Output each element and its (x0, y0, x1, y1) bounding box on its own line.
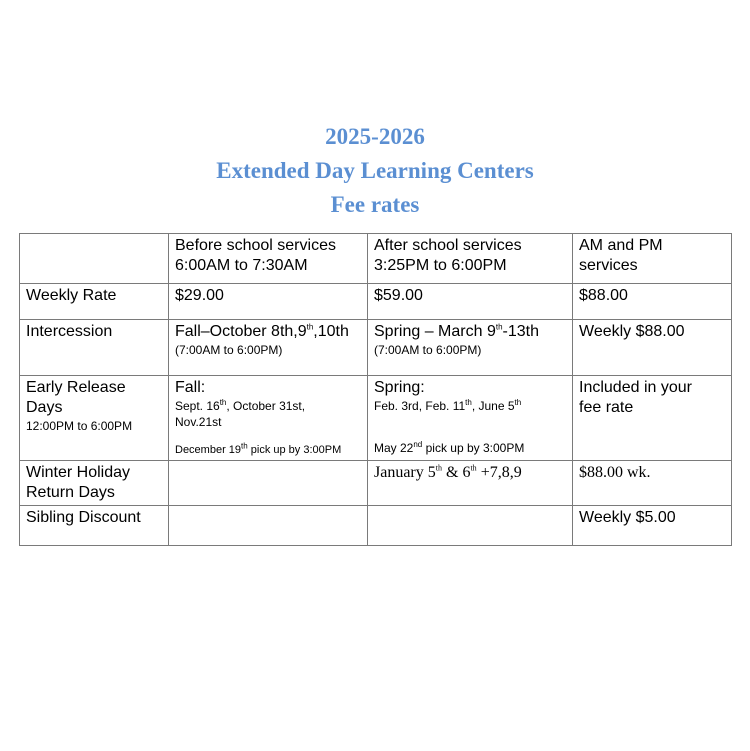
row-weekly (20, 284, 732, 320)
title-year: 2025-2026 (325, 124, 425, 149)
row-winter (20, 461, 732, 506)
row-intercession (20, 320, 732, 376)
corner-cell (20, 234, 169, 284)
winter-after: January 5th & 6th +7,8,9 (368, 461, 573, 506)
intercession-after: Spring – March 9th-13th (7:00AM to 6:00PM) (368, 320, 573, 376)
intercession-label: Intercession (20, 320, 169, 376)
winter-ampm: $88.00 wk. (573, 461, 732, 506)
row-sibling (20, 506, 732, 546)
sibling-after (368, 506, 573, 546)
winter-label: Winter Holiday Return Days (20, 461, 169, 506)
early-release-after: Spring: Feb. 3rd, Feb. 11th, June 5th May 22nd pick up by 3:00PM (368, 376, 573, 461)
sibling-before (169, 506, 368, 546)
page-title (0, 120, 750, 222)
winter-before (169, 461, 368, 506)
weekly-before: $29.00 (169, 284, 368, 320)
sibling-ampm: Weekly $5.00 (573, 506, 732, 546)
title-sub: Fee rates (330, 192, 420, 217)
sibling-label: Sibling Discount (20, 506, 169, 546)
early-release-label: Early Release Days 12:00PM to 6:00PM (20, 376, 169, 461)
weekly-ampm: $88.00 (573, 284, 732, 320)
intercession-ampm: Weekly $88.00 (573, 320, 732, 376)
header-after: After school services 3:25PM to 6:00PM (368, 234, 573, 284)
row-early-release (20, 376, 732, 461)
header-before: Before school services 6:00AM to 7:30AM (169, 234, 368, 284)
intercession-before: Fall–October 8th,9th,10th (7:00AM to 6:00PM) (169, 320, 368, 376)
fee-table (19, 233, 732, 546)
header-row (20, 234, 732, 284)
early-release-ampm: Included in your fee rate (573, 376, 732, 461)
weekly-after: $59.00 (368, 284, 573, 320)
early-release-before: Fall: Sept. 16th, October 31st, Nov.21st December 19th pick up by 3:00PM (169, 376, 368, 461)
header-ampm: AM and PM services (573, 234, 732, 284)
weekly-label: Weekly Rate (20, 284, 169, 320)
title-main: Extended Day Learning Centers (216, 158, 534, 183)
